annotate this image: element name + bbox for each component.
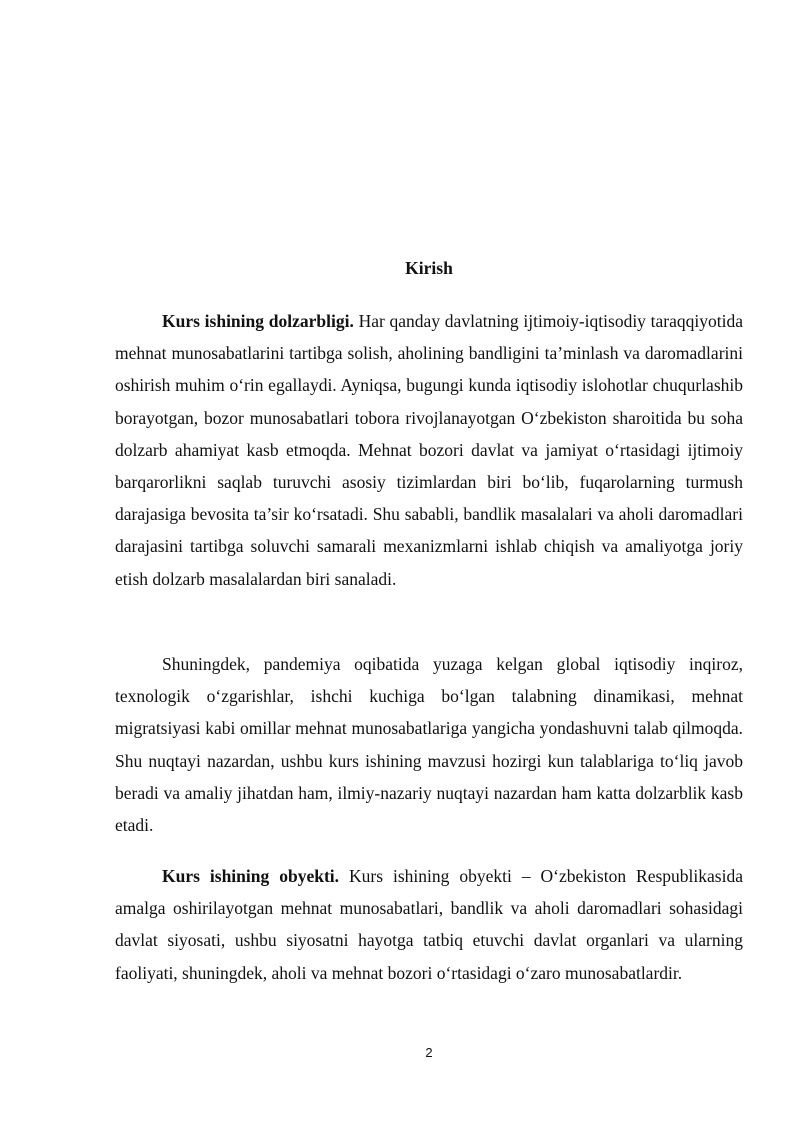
page-number: 2 xyxy=(425,1045,433,1060)
paragraph-context xyxy=(115,648,743,841)
paragraph-lead-relevance: Kurs ishining dolzarbligi. xyxy=(162,311,354,331)
section-heading: Kirish xyxy=(405,258,453,278)
paragraph-text-relevance: Har qanday davlatning ijtimoiy-iqtisodiy taraqqiyotida mehnat munosabatlarini tartibga solish, aholining bandligini ta’minlash va daromadlarini oshirish muhim o‘rin egallaydi. Ayniqsa, bugungi kunda iqtisodiy islohotlar chuqurlashib borayotgan, bozor munosabatlari tobora rivojlanayotgan O‘zbekiston sharoitida bu soha dolzarb ahamiyat kasb etmoqda. Mehnat bozori davlat va jamiyat o‘rtasidagi ijtimoiy barqarorlikni saqlab turuvchi asosiy tizimlardan biri bo‘lib, fuqarolarning turmush darajasiga bevosita ta’sir ko‘rsatadi. Shu sababli, bandlik masalalari va aholi daromadlari darajasini tartibga soluvchi samarali mexanizmlarni ishlab chiqish va amaliyotga joriy etish dolzarb masalalardan biri sanaladi. xyxy=(115,311,743,589)
paragraph-object xyxy=(115,860,743,989)
paragraph-text-object: Kurs ishining obyekti – O‘zbekiston Respublikasida amalga oshirilayotgan mehnat munosabatlari, bandlik va aholi daromadlari sohasidagi davlat siyosati, ushbu siyosatni hayotga tatbiq etuvchi davlat organlari va ularning faoliyati, shuningdek, aholi va mehnat bozori o‘rtasidagi o‘zaro munosabatlardir. xyxy=(115,866,743,983)
paragraph-relevance xyxy=(115,305,743,595)
paragraph-lead-object: Kurs ishining obyekti. xyxy=(162,866,340,886)
paragraph-text-context: Shuningdek, pandemiya oqibatida yuzaga kelgan global iqtisodiy inqiroz, texnologik o‘zgarishlar, ishchi kuchiga bo‘lgan talabning dinamikasi, mehnat migratsiyasi kabi omillar mehnat munosabatlariga yangicha yondashuvni talab qilmoqda. Shu nuqtayi nazardan, ushbu kurs ishining mavzusi hozirgi kun talablariga to‘liq javob beradi va amaliy jihatdan ham, ilmiy-nazariy nuqtayi nazardan ham katta dolzarblik kasb etadi. xyxy=(115,654,743,836)
